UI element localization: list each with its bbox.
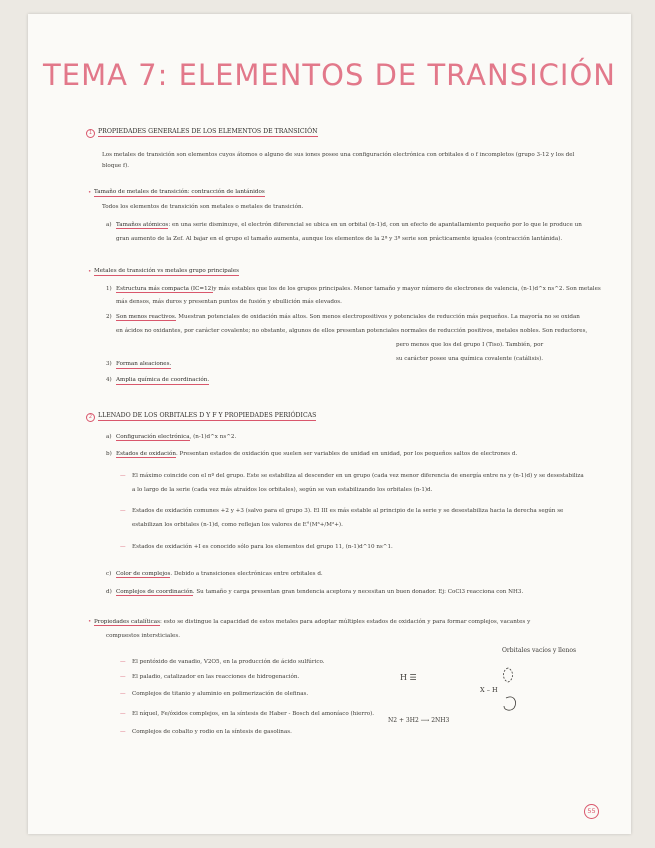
section-number-badge: 1 <box>86 129 95 138</box>
item-line: su carácter posee una química covalente (catálisis). <box>396 356 544 362</box>
item-label: 3) <box>106 361 112 367</box>
catalytic-line: compuestos intersticiales. <box>106 633 180 639</box>
item-line <box>116 589 523 596</box>
item-term: Amplia química de coordinación. <box>116 377 210 383</box>
catalytic-dash-item: Complejos de cobalto y rodio en la síntesis de gasolinas. <box>132 729 292 735</box>
bullet-marker: • <box>88 269 92 275</box>
item-text: . Debido a transiciones electrónicas entre orbitales d. <box>170 571 323 577</box>
catalytic-dash-item: El níquel, Fe/óxidos complejos, en la síntesis de Haber - Bosch del amoníaco (hierro). <box>132 711 375 717</box>
bullet-marker: • <box>88 190 92 196</box>
section-number-badge: 2 <box>86 413 95 422</box>
item-label: d) <box>106 589 112 595</box>
paragraph-line: bloque f). <box>102 163 130 169</box>
item-term: Estados de oxidación <box>116 451 176 457</box>
notebook-page <box>28 14 631 834</box>
page-number-badge: 55 <box>584 804 599 819</box>
item-text: y más estables que los de los grupos principales. Menor tamaño y mayor número de electrones de valencia, (n-1)d^x ns^2. Son metales <box>213 286 601 292</box>
item-term: Tamaños atómicos <box>116 222 169 228</box>
section-heading: LLENADO DE LOS ORBITALES D Y F Y PROPIEDADES PERIÓDICAS <box>98 412 317 419</box>
item-label: a) <box>106 222 112 228</box>
catalytic-line <box>94 619 530 626</box>
item-label: 2) <box>106 314 112 320</box>
item-label: 4) <box>106 377 112 383</box>
item-line <box>116 451 517 458</box>
bullet-marker: • <box>88 619 92 625</box>
dash-item-line: El máximo coincide con el nº del grupo. Este se estabiliza al descender en un grupo (cada vez menor diferencia de energía entre ns y (n-1)d) y se desestabiliza <box>132 473 584 479</box>
item-line: más densos, más duros y presentan puntos de fusión y ebullición más elevados. <box>116 299 342 305</box>
item-line: en ácidos no oxidantes, por carácter covalente; no obstante, algunos de ellos presentan potenciales normales de reducción positivos, metales nobles. Son reductores, <box>116 328 588 334</box>
item-term: Propiedades catalíticas <box>94 619 160 625</box>
item-term: Complejos de coordinación <box>116 589 193 595</box>
item-line <box>116 571 323 578</box>
dash-item-line: a lo largo de la serie (cada vez más atraídos los orbitales), según se van estabilizando los orbitales (n-1)d. <box>132 487 433 493</box>
dash-marker: — <box>120 674 126 680</box>
item-line <box>116 286 601 293</box>
item-text: Muestran potenciales de oxidación más altos. Son menos electropositivos y potenciales de reducción más pequeños. La mayoría no se oxidan <box>176 314 580 320</box>
dash-marker: — <box>120 473 126 479</box>
item-text: . Su tamaño y carga presentan gran tendencia aceptora y necesitan un buen donador. Ej: CoCl3 reacciona con NH3. <box>192 589 524 595</box>
item-text: . Presentan estados de oxidación que suelen ser variables de unidad en unidad, por los pequeños saltos de electrones d. <box>175 451 518 457</box>
item-label: c) <box>106 571 112 577</box>
item-term: Color de complejos <box>116 571 171 577</box>
catalytic-dash-item: Complejos de titanio y aluminio en polimerización de olefinas. <box>132 691 309 697</box>
item-label: b) <box>106 451 112 457</box>
item-term: Son menos reactivos. <box>116 314 177 320</box>
sketch-label: X – H <box>480 686 498 694</box>
subsection-heading: Tamaño de metales de transición: contracción de lantánidos <box>94 189 265 195</box>
catalytic-dash-item: El pentóxido de vanadio, V2O5, en la producción de ácido sulfúrico. <box>132 659 325 665</box>
item-label: a) <box>106 434 112 440</box>
dash-marker: — <box>120 659 126 665</box>
paragraph-line: Los metales de transición son elementos cuyos átomos o alguno de sus iones posee una configuración electrónica con orbitales d o f incompletos (grupo 3-12 y los del <box>102 152 575 158</box>
side-note: Orbitales vacíos y llenos <box>502 647 577 654</box>
dash-item-line: Estados de oxidación comunes +2 y +3 (salvo para el grupo 3). El III es más estable al principio de la serie y se desestabiliza hacia la derecha según se <box>132 508 564 514</box>
dash-marker: — <box>120 729 126 735</box>
dash-marker: — <box>120 691 126 697</box>
subsection-heading: Metales de transición vs metales grupo principales <box>94 268 240 274</box>
item-line: gran aumento de la Zef. Al bajar en el grupo el tamaño aumenta, aunque los elementos de la 2ª y 3ª serie son prácticamente iguales (contracción lantánida). <box>116 236 563 242</box>
item-line: pero menos que los del grupo I (Tiso). También, por <box>396 342 544 348</box>
page-title: TEMA 7: ELEMENTOS DE TRANSICIÓN <box>43 58 616 92</box>
item-text: , (n-1)d^x ns^2. <box>189 434 237 440</box>
catalytic-dash-item: El paladio, catalizador en las reacciones de hidrogenación. <box>132 674 300 680</box>
dash-item-line: Estados de oxidación +I es conocido sólo para los elementos del grupo 11, (n-1)d^10 ns^1. <box>132 544 393 550</box>
item-text: : en una serie disminuye, el electrón diferencial se ubica en un orbital (n-1)d, con un efecto de apantallamiento pequeño por lo que le produce un <box>168 222 582 228</box>
item-label: 1) <box>106 286 112 292</box>
reaction-equation: N2 + 3H2 ⟶ 2NH3 <box>388 717 450 724</box>
dash-marker: — <box>120 508 126 514</box>
paragraph-line: Todos los elementos de transición son metales o metales de transición. <box>102 204 304 210</box>
orbital-sketch-icon <box>496 664 530 714</box>
item-line <box>116 222 582 229</box>
section-heading: PROPIEDADES GENERALES DE LOS ELEMENTOS DE TRANSICIÓN <box>98 128 318 135</box>
sketch-label: H ☰ <box>400 673 417 682</box>
item-term: Forman aleaciones. <box>116 361 172 367</box>
item-text: : esto se distingue la capacidad de estos metales para adoptar múltiples estados de oxidación y para formar complejos, vacantes y <box>159 619 531 625</box>
item-term: Configuración electrónica <box>116 434 190 440</box>
dash-marker: — <box>120 711 126 717</box>
item-line <box>116 314 580 321</box>
dash-item-line: estabilizan los orbitales (n-1)d, como reflejan los valores de E°(M³+/M²+). <box>132 522 343 528</box>
dash-marker: — <box>120 544 126 550</box>
item-term: Estructura más compacta (IC=12) <box>116 286 214 292</box>
item-line <box>116 434 236 441</box>
